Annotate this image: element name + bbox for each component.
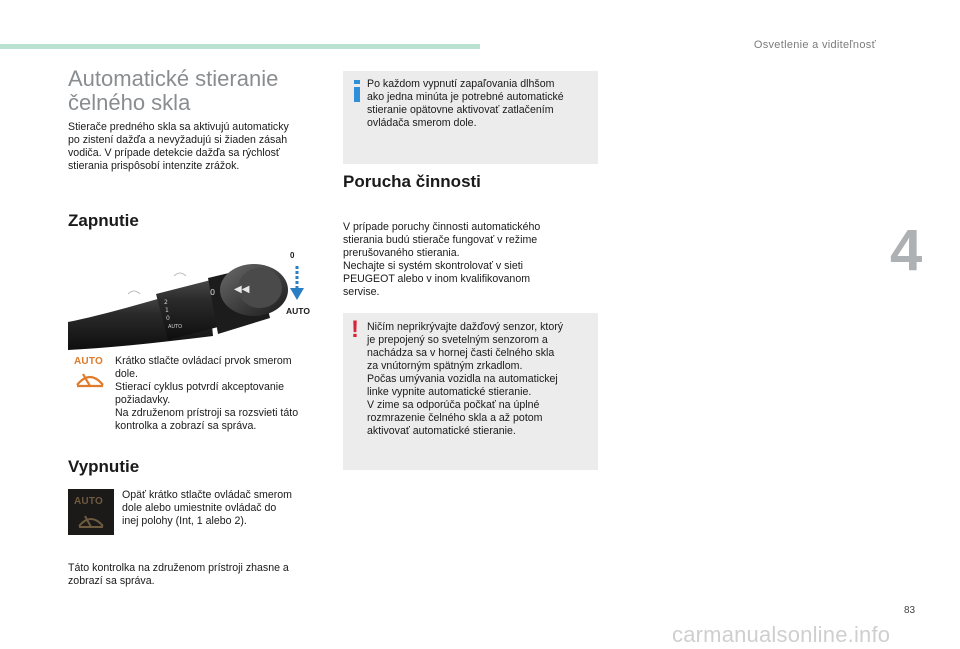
svg-text:0: 0: [166, 315, 170, 322]
text-line: stieranie opätovne aktivovať zatlačením: [367, 104, 554, 116]
text-line: dole.: [115, 368, 138, 380]
intro-text: [68, 121, 330, 173]
text-line: Stierací cyklus potvrdí akceptovanie: [115, 381, 284, 393]
text-line: Na združenom prístroji sa rozsvieti táto: [115, 407, 299, 419]
text-line: Po každom vypnutí zapaľovania dlhšom: [367, 78, 555, 90]
text-line: Krátko stlačte ovládací prvok smerom: [115, 355, 292, 367]
warning-box: [343, 313, 598, 470]
auto-indicator-label-off: AUTO: [74, 496, 103, 507]
text-line: V prípade poruchy činnosti automatického: [343, 221, 541, 233]
header-accent-bar: [0, 44, 480, 49]
svg-text:2: 2: [164, 299, 168, 306]
text-line: V zime sa odporúča počkať na úplné: [367, 399, 540, 411]
svg-text:1: 1: [165, 307, 169, 314]
text-line: rozmrazenie čelného skla a až potom: [367, 412, 543, 424]
wiper-stalk-illustration: [68, 244, 318, 354]
text-line: ovládača smerom dole.: [367, 117, 477, 129]
title-line-2: čelného skla: [68, 90, 191, 115]
porucha-text: [343, 221, 583, 299]
intro-line: Stierače predného skla sa aktivujú automaticky: [68, 121, 289, 133]
intro-line: vodiča. V prípade detekcie dažďa sa rýchlosť: [68, 147, 280, 159]
zapnutie-text: [115, 355, 325, 433]
text-line: aktivovať automatické stieranie.: [367, 425, 516, 437]
heading-vypnutie: Vypnutie: [68, 457, 140, 476]
text-line: Nechajte si systém skontrolovať v sieti: [343, 260, 524, 272]
page-title: [68, 67, 328, 115]
text-line: prerušovaného stierania.: [343, 247, 460, 259]
intro-line: stierania prispôsobí intenzite zrážok.: [68, 160, 240, 172]
svg-text:0: 0: [210, 288, 216, 297]
info-box: [343, 71, 598, 164]
svg-text:◀◀: ◀◀: [234, 284, 250, 295]
vypnutie-text-2: [68, 562, 330, 588]
info-icon: [353, 80, 361, 102]
watermark: carmanualsonline.info: [672, 622, 891, 647]
windscreen-wiper-icon-off: [76, 510, 106, 530]
auto-wiper-indicator-orange: [74, 356, 108, 394]
text-line: dole alebo umiestnite ovládač do: [122, 502, 277, 514]
vypnutie-text: [122, 489, 327, 528]
auto-indicator-label: AUTO: [74, 356, 103, 367]
text-line: servise.: [343, 286, 380, 298]
text-line: ako jedna minúta je potrebné automatické: [367, 91, 564, 103]
windscreen-wiper-icon: [74, 367, 106, 389]
text-line: za vnútorným spätným zrkadlom.: [367, 360, 523, 372]
figure-label-auto: AUTO: [286, 306, 310, 316]
text-line: Počas umývania vozidla na automatickej: [367, 373, 558, 385]
text-line: požiadavky.: [115, 394, 171, 406]
text-line: je prepojený so svetelným senzorom a: [367, 334, 548, 346]
text-line: stierania budú stierače fungovať v režime: [343, 234, 538, 246]
warning-text: [367, 321, 595, 438]
heading-porucha: Porucha činnosti: [343, 172, 481, 191]
page-number: 83: [904, 605, 916, 616]
text-line: linke vypnite automatické stieranie.: [367, 386, 532, 398]
text-line: PEUGEOT alebo v inom kvalifikovanom: [343, 273, 531, 285]
svg-text:AUTO: AUTO: [168, 324, 183, 330]
text-line: Ničím neprikrývajte dažďový senzor, ktorý: [367, 321, 564, 333]
text-line: inej polohy (Int, 1 alebo 2).: [122, 515, 247, 527]
heading-zapnutie: Zapnutie: [68, 211, 139, 230]
warning-exclamation-icon: !: [351, 316, 359, 343]
intro-line: po zistení dažďa a nevyžadujú si žiaden zásah: [68, 134, 288, 146]
text-line: Táto kontrolka na združenom prístroji zhasne a: [68, 562, 289, 574]
info-text: [367, 78, 592, 130]
arrow-down-icon: [290, 266, 304, 302]
section-header: Osvetlenie a viditeľnosť: [753, 39, 876, 51]
chapter-number: 4: [890, 218, 923, 283]
title-line-1: Automatické stieranie: [68, 66, 279, 91]
text-line: kontrolka a zobrazí sa správa.: [115, 420, 257, 432]
text-line: Opäť krátko stlačte ovládač smerom: [122, 489, 293, 501]
auto-wiper-indicator-off: [68, 489, 114, 535]
figure-label-zero: 0: [290, 251, 295, 260]
text-line: zobrazí sa správa.: [68, 575, 155, 587]
text-line: nachádza sa v hornej časti čelného skla: [367, 347, 555, 359]
